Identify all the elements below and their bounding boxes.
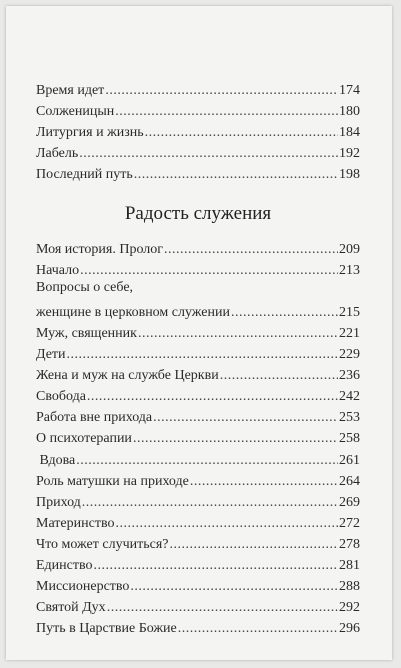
- toc-entry-page: 229: [339, 347, 360, 363]
- toc-entry-title: Моя история. Пролог: [36, 241, 163, 257]
- toc-entry-page: 258: [339, 431, 360, 447]
- toc-entry: [36, 426, 360, 447]
- toc-entry-title: Лабель: [36, 146, 79, 162]
- toc-entry: [36, 236, 360, 257]
- toc-leader-dots: [80, 262, 338, 279]
- toc-entry: [36, 469, 360, 490]
- toc-entry-title: Роль матушки на приходе: [36, 473, 189, 489]
- toc-entry-page: 242: [339, 389, 360, 405]
- toc-entry: [36, 490, 360, 511]
- toc-entry-page: 261: [339, 452, 360, 468]
- toc-entry: [36, 141, 360, 162]
- toc-entry-page: 272: [339, 515, 360, 531]
- toc-entry-page: 184: [339, 125, 360, 141]
- toc-entry-title: Святой Дух: [36, 600, 106, 616]
- toc-leader-dots: [190, 473, 338, 490]
- toc-entry: [36, 258, 360, 279]
- section-heading: Радость служения: [124, 203, 272, 225]
- toc-leader-dots: [130, 578, 338, 595]
- table-of-contents: [36, 78, 360, 637]
- toc-entry: [36, 384, 360, 405]
- toc-entry: [36, 78, 360, 99]
- toc-entry-title: Последний путь: [36, 167, 133, 183]
- toc-entry: [36, 321, 360, 342]
- toc-entry: [36, 162, 360, 183]
- toc-entry-page: 269: [339, 494, 360, 510]
- toc-leader-dots: [115, 515, 338, 532]
- toc-entry-title: Жена и муж на службе Церкви: [36, 368, 219, 384]
- toc-entry: [36, 405, 360, 426]
- toc-entry: [36, 99, 360, 120]
- toc-entry-title: Путь в Царствие Божие: [36, 621, 177, 637]
- toc-entry-title: Муж, священник: [36, 325, 137, 341]
- toc-entry-title: Единство: [36, 557, 93, 573]
- toc-entry-page: 174: [339, 83, 360, 99]
- toc-leader-dots: [133, 430, 338, 447]
- toc-entry: [36, 574, 360, 595]
- toc-entry: [36, 616, 360, 637]
- toc-leader-dots: [145, 124, 338, 141]
- toc-leader-dots: [178, 620, 338, 637]
- toc-entry-page: 236: [339, 368, 360, 384]
- toc-leader-dots: [87, 388, 338, 405]
- toc-entry-page: 192: [339, 146, 360, 162]
- toc-entry: [36, 595, 360, 616]
- toc-entry: [36, 553, 360, 574]
- toc-leader-dots: [94, 557, 338, 574]
- toc-leader-dots: [67, 346, 338, 363]
- toc-leader-dots: [164, 241, 338, 258]
- toc-entry-title: Дети: [36, 347, 66, 363]
- toc-leader-dots: [79, 145, 338, 162]
- toc-entry: [36, 342, 360, 363]
- toc-entry-page: 292: [339, 600, 360, 616]
- toc-entry-title: Миссионерство: [36, 579, 130, 595]
- toc-entry-page: 215: [339, 304, 360, 320]
- toc-leader-dots: [134, 166, 338, 183]
- toc-entry-title: Вдова: [36, 452, 76, 468]
- toc-entry-page: 278: [339, 536, 360, 552]
- toc-entry: [36, 511, 360, 532]
- toc-leader-dots: [82, 494, 338, 511]
- toc-entry-page: 296: [339, 621, 360, 637]
- toc-entry: [36, 300, 360, 321]
- toc-leader-dots: [231, 304, 338, 321]
- toc-entry-page: 180: [339, 104, 360, 120]
- toc-entry-title: Работа вне прихода: [36, 410, 153, 426]
- toc-entry: [36, 532, 360, 553]
- toc-entry: [36, 363, 360, 384]
- toc-entry-title-line1: Вопросы о себе,: [36, 279, 134, 295]
- toc-entry-page: 253: [339, 410, 360, 426]
- toc-entry-title: Материнство: [36, 515, 115, 531]
- toc-entry-title: Свобода: [36, 389, 86, 405]
- toc-leader-dots: [105, 82, 338, 99]
- toc-leader-dots: [115, 103, 338, 120]
- toc-entry-title: О психотерапии: [36, 431, 132, 447]
- toc-entry-page: 281: [339, 557, 360, 573]
- toc-leader-dots: [220, 367, 338, 384]
- toc-leader-dots: [76, 452, 338, 469]
- toc-entry-title: Литургия и жизнь: [36, 125, 144, 141]
- toc-entry-page: 288: [339, 579, 360, 595]
- toc-entry-title: Солженицын: [36, 104, 115, 120]
- book-page: [6, 6, 392, 660]
- toc-entry-title: Что может случиться?: [36, 536, 169, 552]
- toc-entry-page: 213: [339, 262, 360, 278]
- toc-entry-page: 209: [339, 241, 360, 257]
- toc-entry-title: Приход: [36, 494, 81, 510]
- toc-leader-dots: [153, 409, 338, 426]
- toc-entry-page: 264: [339, 473, 360, 489]
- toc-entry-title: Время идет: [36, 83, 105, 99]
- toc-leader-dots: [107, 599, 338, 616]
- toc-entry: [36, 447, 360, 468]
- toc-entry-title: Начало: [36, 262, 80, 278]
- toc-entry-page: 221: [339, 325, 360, 341]
- toc-entry-title: женщине в церковном служении: [36, 304, 230, 320]
- toc-entry: [36, 120, 360, 141]
- toc-leader-dots: [138, 325, 338, 342]
- toc-leader-dots: [169, 536, 338, 553]
- toc-entry-page: 198: [339, 167, 360, 183]
